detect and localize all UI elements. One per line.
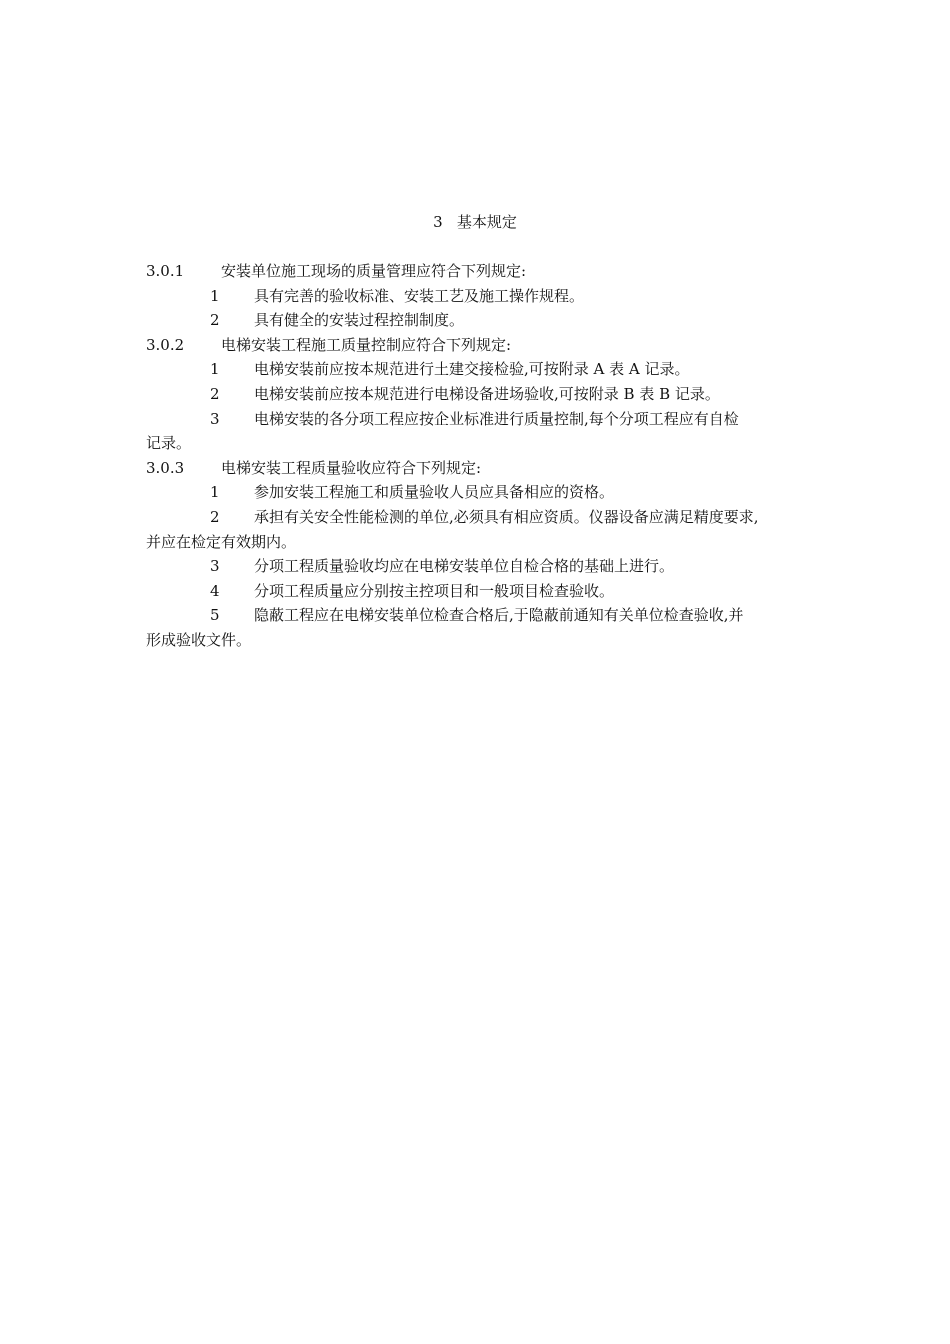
list-item-continuation xyxy=(146,530,818,555)
item-number: 2 xyxy=(210,507,220,526)
item-text: 电梯安装的各分项工程应按企业标准进行质量控制,每个分项工程应有自检 xyxy=(254,409,739,428)
item-number: 3 xyxy=(210,409,220,428)
clause-3-0-2 xyxy=(146,333,818,358)
list-item xyxy=(146,308,818,333)
item-text: 隐蔽工程应在电梯安装单位检查合格后,于隐蔽前通知有关单位检查验收,并 xyxy=(254,606,744,625)
item-continuation-text: 记录。 xyxy=(146,434,192,453)
list-item xyxy=(146,579,818,604)
item-text: 电梯安装前应按本规范进行电梯设备进场验收,可按附录 B 表 B 记录。 xyxy=(254,384,720,403)
list-item-continuation xyxy=(146,431,818,456)
item-number: 2 xyxy=(210,384,220,403)
clause-number: 3.0.2 xyxy=(146,335,185,354)
list-item xyxy=(146,382,818,407)
item-continuation-text: 并应在检定有效期内。 xyxy=(146,532,297,551)
list-item xyxy=(146,480,818,505)
chapter-title xyxy=(0,211,950,233)
clause-text: 电梯安装工程施工质量控制应符合下列规定: xyxy=(221,335,512,354)
chapter-number: 3 xyxy=(433,213,443,231)
item-text: 承担有关安全性能检测的单位,必须具有相应资质。仪器设备应满足精度要求, xyxy=(254,507,759,526)
clause-text: 电梯安装工程质量验收应符合下列规定: xyxy=(221,458,482,477)
clause-3-0-1 xyxy=(146,259,818,284)
item-text: 具有健全的安装过程控制制度。 xyxy=(254,311,465,330)
list-item xyxy=(146,357,818,382)
list-item xyxy=(146,505,818,530)
list-item-continuation xyxy=(146,628,818,653)
item-text: 具有完善的验收标准、安装工艺及施工操作规程。 xyxy=(254,286,585,305)
item-continuation-text: 形成验收文件。 xyxy=(146,630,252,649)
list-item xyxy=(146,284,818,309)
list-item xyxy=(146,603,818,628)
clause-number: 3.0.1 xyxy=(146,262,185,280)
item-number: 4 xyxy=(210,581,220,600)
item-text: 参加安装工程施工和质量验收人员应具备相应的资格。 xyxy=(254,483,615,502)
clause-text: 安装单位施工现场的质量管理应符合下列规定: xyxy=(221,262,527,280)
item-text: 电梯安装前应按本规范进行土建交接检验,可按附录 A 表 A 记录。 xyxy=(254,360,690,379)
item-number: 3 xyxy=(210,557,220,576)
list-item xyxy=(146,554,818,579)
item-number: 2 xyxy=(210,311,220,330)
clause-3-0-3 xyxy=(146,456,818,481)
item-number: 1 xyxy=(210,286,220,305)
item-text: 分项工程质量应分别按主控项目和一般项目检查验收。 xyxy=(254,581,615,600)
item-number: 1 xyxy=(210,360,220,379)
document-body xyxy=(146,259,818,653)
item-number: 1 xyxy=(210,483,220,502)
item-number: 5 xyxy=(210,606,220,625)
list-item xyxy=(146,407,818,432)
clause-number: 3.0.3 xyxy=(146,458,185,477)
chapter-heading: 基本规定 xyxy=(456,213,517,231)
item-text: 分项工程质量验收均应在电梯安装单位自检合格的基础上进行。 xyxy=(254,557,675,576)
